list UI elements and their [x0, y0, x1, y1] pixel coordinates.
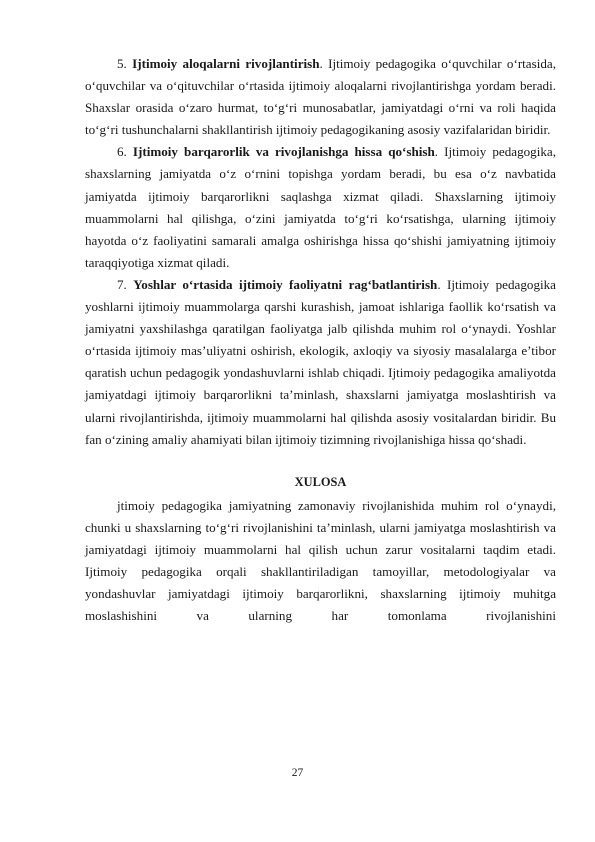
- conclusion-paragraph: jtimoiy pedagogika jamiyatning zamonaviy rivojlanishida muhim rol o‘ynaydi, chunki u shaxslarning to‘g‘ri rivojlanishini ta’minlash, ularni jamiyatga moslashtirish va jamiyatdagi ijtimoiy muammolarni hal qilish uchun zarur vositalarni taqdim etadi. Ijtimoiy pedagogika orqali shakllantiriladigan tamoyillar, metodologiyalar va yondashuvlar jamiyatdagi ijtimoiy barqarorlikni, shaxslarning ijtimoiy muhitga moslashishini va ularning har tomonlama rivojlanishini: [85, 497, 556, 624]
- page-number: 27: [291, 767, 304, 779]
- item-text: . Ijtimoiy pedagogika, shaxslarning jamiyatda o‘z o‘rnini topishga yordam beradi, bu esa o‘z navbatida jamiyatda ijtimoiy barqarorlikni saqlashga xizmat qiladi. Shaxslarning ijtimoiy muammolarni hal qilishga, o‘zini jamiyatda to‘g‘ri ko‘rsatishga, ularning ijtimoiy hayotda o‘z faoliyatini samarali amalga oshirishga hissa qo‘shishi jamiyatning ijtimoiy taraqqiyotiga xizmat qiladi.: [85, 144, 556, 270]
- item-number: 5.: [117, 56, 127, 71]
- document-page: [85, 53, 556, 627]
- item-text: . Ijtimoiy pedagogika o‘quvchilar o‘rtasida, o‘quvchilar va o‘qituvchilar o‘rtasida ijtimoiy aloqalarni rivojlantirishga yordam beradi. Shaxslar orasida o‘zaro hurmat, to‘g‘ri munosabatlar, jamiyatdagi o‘rni va roli haqida to‘g‘ri tushunchalarni shakllantirish ijtimoiy pedagogikaning asosiy vazifalaridan biridir.: [85, 56, 556, 138]
- item-number: 7.: [117, 276, 127, 292]
- list-item-5: [85, 53, 556, 141]
- section-heading: XULOSA: [294, 474, 347, 489]
- item-number: 6.: [117, 144, 127, 160]
- item-title: Yoshlar o‘rtasida ijtimoiy faoliyatni rag‘batlantirish: [133, 276, 438, 292]
- item-title: Ijtimoiy aloqalarni rivojlantirish: [132, 56, 320, 71]
- list-item-7: [85, 274, 556, 451]
- item-text: . Ijtimoiy pedagogika yoshlarni ijtimoiy muammolarga qarshi kurashish, jamoat ishlariga faollik ko‘rsatish va jamiyatni yaxshilashga qaratilgan faoliyatga jalb qilishda muhim rol o‘ynaydi. Yoshlar o‘rtasida ijtimoiy mas’uliyatni oshirish, ekologik, axloqiy va siyosiy masalalarga e’tibor qaratish uchun pedagogik yondashuvlarni ishlab chiqadi. Ijtimoiy pedagogika amaliyotda jamiyatdagi ijtimoiy barqarorlikni ta’minlash, shaxslarni jamiyatga moslashtirish va ularni rivojlantirishda, ijtimoiy muammolarni hal qilishda asosiy vositalardan biridir. Bu fan o‘zining amaliy ahamiyati bilan ijtimoiy tizimning rivojlanishiga hissa qo‘shadi.: [85, 276, 556, 447]
- list-item-6: [85, 141, 556, 274]
- item-title: Ijtimoiy barqarorlik va rivojlanishga hissa qo‘shish: [132, 144, 435, 160]
